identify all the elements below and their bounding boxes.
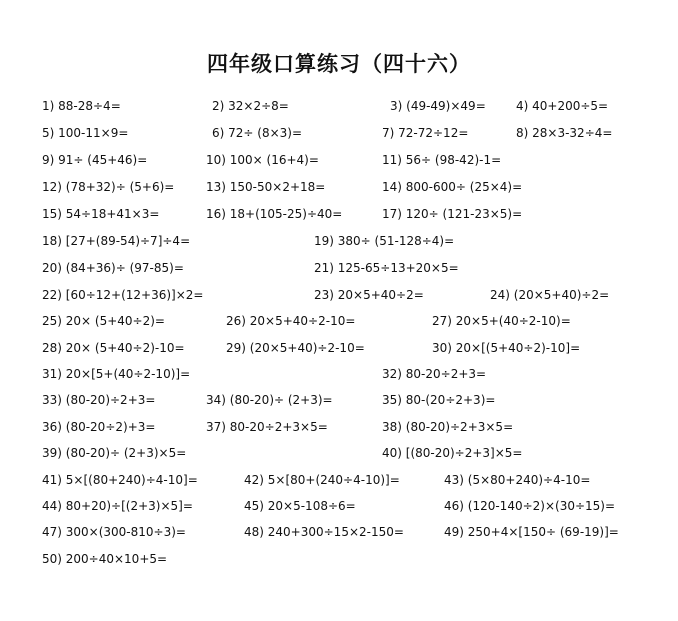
problem-item: 39) (80-20)÷ (2+3)×5=	[42, 446, 187, 460]
problem-row	[0, 231, 678, 251]
problem-item: 12) (78+32)÷ (5+6)=	[42, 180, 175, 194]
problem-item: 40) [(80-20)÷2+3]×5=	[382, 446, 523, 460]
problem-item: 23) 20×5+40÷2=	[314, 288, 424, 302]
problem-row	[0, 364, 678, 384]
problem-item: 29) (20×5+40)÷2-10=	[226, 341, 365, 355]
problem-item: 32) 80-20÷2+3=	[382, 367, 487, 381]
problem-item: 20) (84+36)÷ (97-85)=	[42, 261, 184, 275]
problem-item: 43) (5×80+240)÷4-10=	[444, 473, 591, 487]
problem-item: 19) 380÷ (51-128÷4)=	[314, 234, 455, 248]
problem-item: 15) 54÷18+41×3=	[42, 207, 160, 221]
problem-item: 11) 56÷ (98-42)-1=	[382, 153, 502, 167]
problem-row	[0, 285, 678, 305]
problem-row	[0, 96, 678, 116]
problem-row	[0, 443, 678, 463]
problem-item: 8) 28×3-32÷4=	[516, 126, 613, 140]
problem-item: 36) (80-20÷2)+3=	[42, 420, 156, 434]
problem-item: 41) 5×[(80+240)÷4-10]=	[42, 473, 198, 487]
problem-item: 42) 5×[80+(240÷4-10)]=	[244, 473, 400, 487]
problem-item: 9) 91÷ (45+46)=	[42, 153, 148, 167]
problem-item: 13) 150-50×2+18=	[206, 180, 326, 194]
problem-row	[0, 311, 678, 331]
problem-item: 27) 20×5+(40÷2-10)=	[432, 314, 571, 328]
problem-row	[0, 470, 678, 490]
problem-item: 25) 20× (5+40÷2)=	[42, 314, 165, 328]
problem-row	[0, 177, 678, 197]
problem-row	[0, 496, 678, 516]
problem-item: 37) 80-20÷2+3×5=	[206, 420, 328, 434]
problem-item: 3) (49-49)×49=	[390, 99, 486, 113]
problem-row	[0, 522, 678, 542]
problem-item: 47) 300×(300-810÷3)=	[42, 525, 186, 539]
problem-item: 48) 240+300÷15×2-150=	[244, 525, 404, 539]
problem-row	[0, 549, 678, 569]
problem-item: 6) 72÷ (8×3)=	[212, 126, 303, 140]
problem-item: 30) 20×[(5+40÷2)-10]=	[432, 341, 581, 355]
problem-row	[0, 390, 678, 410]
problem-item: 2) 32×2÷8=	[212, 99, 289, 113]
problem-item: 5) 100-11×9=	[42, 126, 129, 140]
problem-row	[0, 204, 678, 224]
page-title: 四年级口算练习（四十六）	[207, 52, 471, 76]
problem-item: 22) [60÷12+(12+36)]×2=	[42, 288, 204, 302]
problem-row	[0, 417, 678, 437]
problem-row	[0, 150, 678, 170]
problem-row	[0, 338, 678, 358]
problem-item: 17) 120÷ (121-23×5)=	[382, 207, 523, 221]
problem-item: 4) 40+200÷5=	[516, 99, 609, 113]
problem-row	[0, 258, 678, 278]
problem-item: 38) (80-20)÷2+3×5=	[382, 420, 514, 434]
problem-item: 49) 250+4×[150÷ (69-19)]=	[444, 525, 619, 539]
problem-item: 44) 80+20)÷[(2+3)×5]=	[42, 499, 193, 513]
problem-item: 45) 20×5-108÷6=	[244, 499, 356, 513]
problem-item: 35) 80-(20÷2+3)=	[382, 393, 496, 407]
problem-item: 50) 200÷40×10+5=	[42, 552, 168, 566]
problem-item: 14) 800-600÷ (25×4)=	[382, 180, 523, 194]
problem-item: 24) (20×5+40)÷2=	[490, 288, 610, 302]
problem-item: 21) 125-65÷13+20×5=	[314, 261, 459, 275]
problem-item: 18) [27+(89-54)÷7]÷4=	[42, 234, 191, 248]
problem-row	[0, 123, 678, 143]
problem-item: 34) (80-20)÷ (2+3)=	[206, 393, 333, 407]
problem-item: 31) 20×[5+(40÷2-10)]=	[42, 367, 191, 381]
problem-item: 7) 72-72÷12=	[382, 126, 469, 140]
problem-item: 16) 18+(105-25)÷40=	[206, 207, 343, 221]
problem-item: 1) 88-28÷4=	[42, 99, 121, 113]
problem-item: 46) (120-140÷2)×(30÷15)=	[444, 499, 616, 513]
problem-item: 33) (80-20)÷2+3=	[42, 393, 156, 407]
problem-item: 26) 20×5+40÷2-10=	[226, 314, 356, 328]
problem-item: 28) 20× (5+40÷2)-10=	[42, 341, 185, 355]
problem-item: 10) 100× (16+4)=	[206, 153, 319, 167]
